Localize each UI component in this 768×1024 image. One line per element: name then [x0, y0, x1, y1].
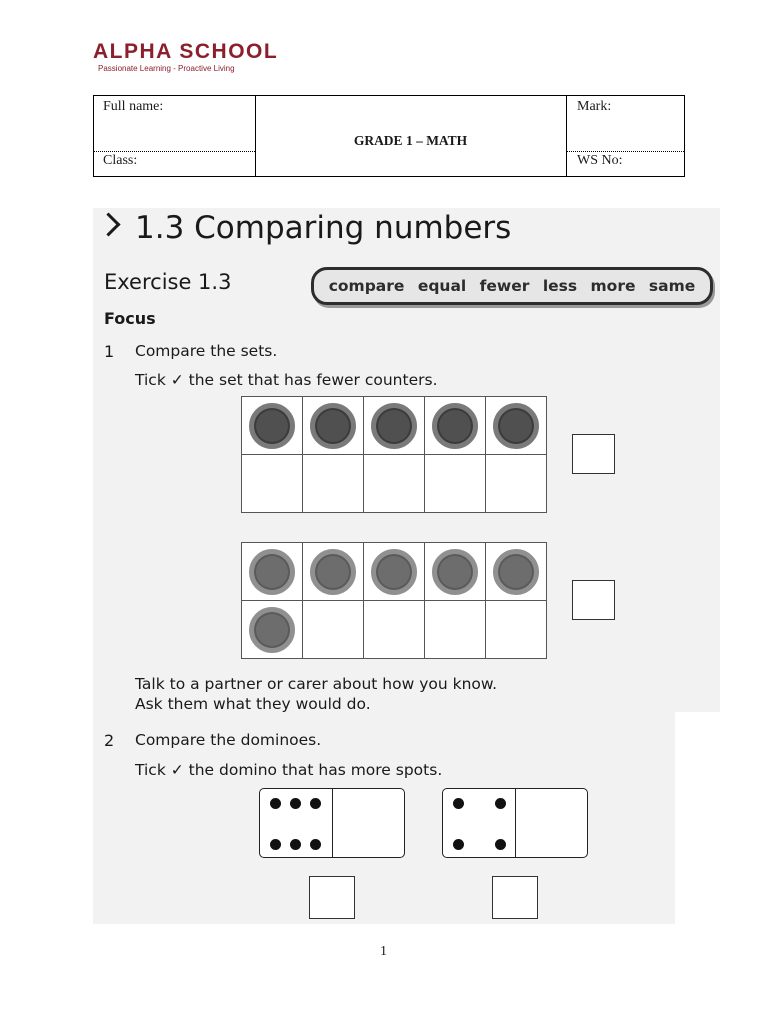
section-heading: 1.3 Comparing numbers — [135, 210, 512, 246]
domino-spot — [310, 798, 321, 809]
ten-frame-set-b — [241, 542, 547, 659]
word-bank-item: equal — [417, 277, 467, 295]
tick-box-set-b[interactable] — [572, 580, 615, 620]
domino-four-spots — [442, 788, 588, 858]
word-bank-item: less — [542, 277, 578, 295]
domino-spot — [495, 839, 506, 850]
school-logo-name: ALPHA SCHOOL — [93, 40, 279, 63]
mark-label: Mark: — [577, 99, 612, 114]
counter — [310, 549, 356, 595]
ask-instruction: Ask them what they would do. — [135, 695, 371, 713]
word-bank-item: same — [648, 277, 696, 295]
question-2-instruction: Tick ✓ the domino that has more spots. — [135, 761, 443, 779]
tick-box-domino-a[interactable] — [309, 876, 355, 919]
page-number: 1 — [380, 944, 387, 959]
counter — [432, 549, 478, 595]
grade-title: GRADE 1 – MATH — [353, 133, 468, 148]
question-1-prompt: Compare the sets. — [135, 342, 278, 360]
question-1-number: 1 — [104, 342, 115, 361]
counter — [493, 403, 539, 449]
ws-number-label: WS No: — [577, 153, 623, 168]
domino-spot — [270, 839, 281, 850]
question-2-number: 2 — [104, 731, 115, 750]
tick-box-set-a[interactable] — [572, 434, 615, 474]
exercise-heading: Exercise 1.3 — [104, 270, 232, 294]
school-logo-tagline: Passionate Learning - Proactive Living — [98, 64, 235, 73]
domino-spot — [290, 839, 301, 850]
ten-frame-set-a — [241, 396, 547, 513]
domino-spot — [270, 798, 281, 809]
full-name-label: Full name: — [103, 99, 164, 114]
counter — [371, 403, 417, 449]
domino-spot — [310, 839, 321, 850]
counter — [249, 549, 295, 595]
question-2-prompt: Compare the dominoes. — [135, 731, 322, 749]
class-label: Class: — [103, 153, 138, 168]
domino-six-spots — [259, 788, 405, 858]
counter — [310, 403, 356, 449]
word-bank-item: more — [590, 277, 636, 295]
counter — [493, 549, 539, 595]
focus-label: Focus — [104, 309, 156, 328]
tick-box-domino-b[interactable] — [492, 876, 538, 919]
talk-instruction: Talk to a partner or carer about how you know. — [135, 675, 498, 693]
question-1-instruction: Tick ✓ the set that has fewer counters. — [135, 371, 438, 389]
counter — [249, 607, 295, 653]
domino-spot — [453, 839, 464, 850]
word-bank-item: compare — [328, 277, 405, 295]
domino-spot — [290, 798, 301, 809]
domino-spot — [453, 798, 464, 809]
counter — [249, 403, 295, 449]
student-info-table — [93, 95, 685, 177]
word-bank — [311, 267, 713, 305]
word-bank-item: fewer — [479, 277, 530, 295]
counter — [432, 403, 478, 449]
domino-spot — [495, 798, 506, 809]
counter — [371, 549, 417, 595]
